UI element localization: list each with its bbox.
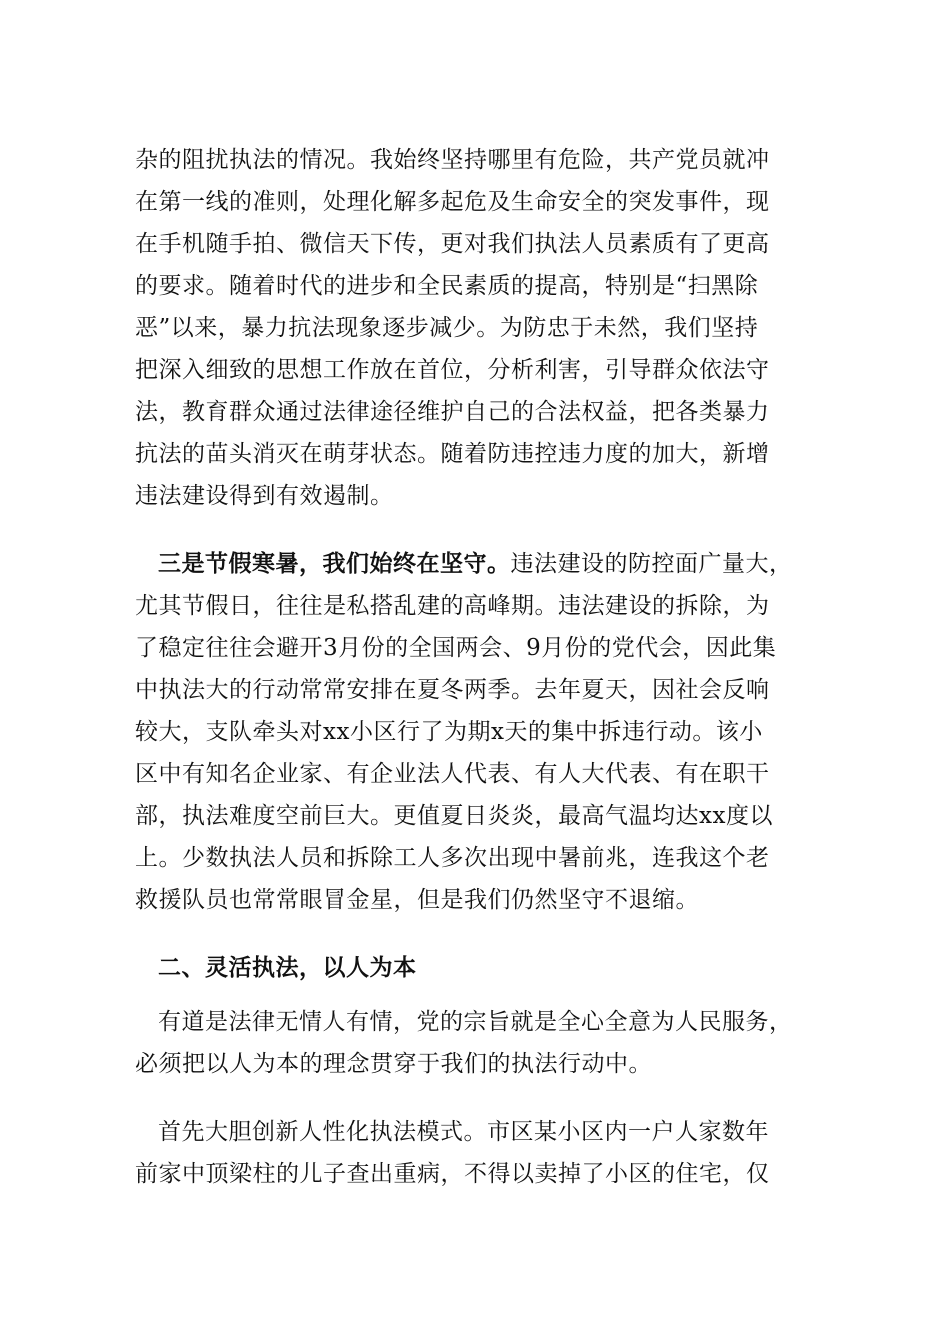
text-line: 救援队员也常常眼冒金星，但是我们仍然坚守不退缩。 (135, 887, 699, 913)
text-line: 有道是法律无情人有情，党的宗旨就是全心全意为人民服务， (158, 1009, 793, 1035)
text-line: 抗法的苗头消灭在萌芽状态。随着防违控违力度的加大，新增 (135, 441, 770, 467)
text-line: 较大，支队牵头对xx小区行了为期x天的集中拆违行动。该小 (135, 719, 763, 745)
text-line: 杂的阻扰执法的情况。我始终坚持哪里有危险，共产党员就冲 (135, 147, 770, 173)
text-line: 法，教育群众通过法律途径维护自己的合法权益，把各类暴力 (135, 399, 770, 425)
section-heading: 二、灵活执法，以人为本 (158, 955, 417, 981)
text-line: 前家中顶梁柱的儿子查出重病，不得以卖掉了小区的住宅，仅 (135, 1161, 770, 1187)
text-line: 首先大胆创新人性化执法模式。市区某小区内一户人家数年 (158, 1119, 769, 1145)
text-line: 违法建设得到有效遏制。 (135, 483, 394, 509)
text-line: 部，执法难度空前巨大。更值夏日炎炎，最高气温均达xx度以 (135, 803, 773, 829)
text-line: 把深入细致的思想工作放在首位，分析利害，引导群众依法守 (135, 357, 770, 383)
text-line: 区中有知名企业家、有企业法人代表、有人大代表、有在职干 (135, 761, 770, 787)
text-line: 必须把以人为本的理念贯穿于我们的执法行动中。 (135, 1051, 652, 1077)
lead-rest-text: 违法建设的防控面广量大， (510, 551, 793, 577)
text-line: 的要求。随着时代的进步和全民素质的提高，特别是“扫黑除 (135, 273, 759, 299)
text-line: 中执法大的行动常常安排在夏冬两季。去年夏天，因社会反响 (135, 677, 770, 703)
paragraph-line-lead (158, 544, 858, 584)
text-line: 在手机随手拍、微信天下传，更对我们执法人员素质有了更高 (135, 231, 770, 257)
text-line: 尤其节假日，往往是私搭乱建的高峰期。违法建设的拆除，为 (135, 593, 770, 619)
text-line: 上。少数执法人员和拆除工人多次出现中暑前兆，连我这个老 (135, 845, 770, 871)
text-line: 了稳定往往会避开3月份的全国两会、9月份的党代会，因此集 (135, 635, 777, 661)
text-line: 恶”以来，暴力抗法现象逐步减少。为防忠于未然，我们坚持 (135, 315, 759, 341)
bold-lead-text: 三是节假寒暑，我们始终在坚守。 (158, 551, 511, 577)
text-line: 在第一线的准则，处理化解多起危及生命安全的突发事件，现 (135, 189, 770, 215)
